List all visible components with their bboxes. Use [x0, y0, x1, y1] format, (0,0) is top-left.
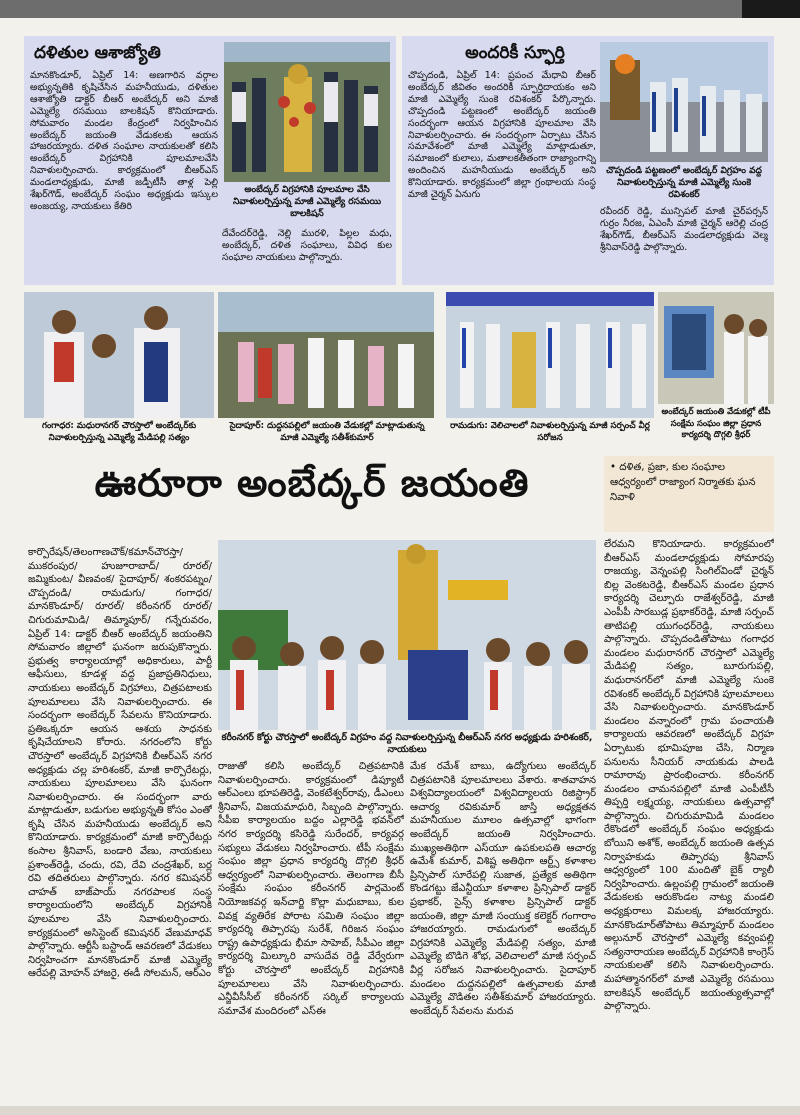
article-col-3: మేక రమేశ్ బాబు, ఉద్యోగులు అంబేద్కర్ చిత్రపటానికి పూలమాలలు వేశారు. శాతవాహన విశ్వవిద్యాలయంలో విశ్వవిద్యాలయ రిజిస్ట్రార్ ఆచార్య రవికుమార్ జాస్తి అధ్యక్షతన మహనీయుల మూలం ఉత్సవాల్లో భాగంగా అంబేద్కర్ జయంతి నిర్వహించారు. ముఖ్యఅతిథిగా ఎస్‌యూ ఉపకులపతి ఆచార్య ఉమేశ్ కుమార్, విశిష్ట అతిథిగా ఆర్ట్స్ కళాశాల ప్రిన్సిపాల్ సూరేపల్లి సుజాత, ప్రత్యేక అతిథిగా కొండగట్టు జేఎన్టీయూ కళాశాల ప్రిన్సిపాల్ డాక్టర్ ప్రభాకర్, సైన్స్ కళాశాల ప్రిన్సిపాల్ డాక్టర్ జయంతి, జిల్లా మాజీ సంయుక్త కలెక్టర్ గంగారాం హాజరయ్యారు. రామడుగులో అంబేద్కర్ విగ్రహానికి ఎమ్మెల్యే మేడిపల్లి సత్యం, మాజీ ఎమ్మెల్యే బొడిగె శోభ, వెలిచాలలో మాజీ సర్పంచ్ వీర్ల సరోజన నివాళులర్పించారు. సైదాపూర్ మండలం దుద్దనపల్లిలో ఉత్సవాలకు మాజీ ఎమ్మెల్యే వొడితల సతీశ్‌కుమార్ హాజరయ్యారు. అంబేద్కర్ సేవలను మరువ	[410, 761, 596, 1017]
strip-caption-2: సైదాపూర్: దుద్దనపల్లిలో జయంతి వేడుకల్లో మాట్లాడుతున్న మాజీ ఎమ్మెల్యే సతీశ్‌కుమార్	[229, 421, 425, 443]
section-right-body-cont: రవీందర్ రెడ్డి, మున్సిపల్ మాజీ చైర్‌పర్సన్ గుర్రం నీరజ, ఏఎంసీ మాజీ చైర్మన్ ఆరెల్లి చంద్ర శేఖర్‌గౌడ్, బీఆర్ఎస్ మండలాధ్యక్షుడు వెల్మ శ్రీనివాస్‌రెడ్డి పాల్గొన్నారు.	[600, 206, 768, 253]
top-bar	[0, 0, 800, 18]
article-col-4: లేరమని కొనియాడారు. కార్యక్రమంలో బీఆర్ఎస్ మండలాధ్యక్షుడు సోమారపు రాజయ్య, వెన్నంపల్లి సింగిల్‌విండో చైర్మన్ బిల్ల వెంకటరెడ్డి, బీఆర్ఎస్ మండల ప్రధాన కార్యదర్శి చెల్పూరు రాజేశ్వర్‌రెడ్డి, మాజీ ఎంపీపీ సారబుడ్ల ప్రభాకర్‌రెడ్డి, మాజీ సర్పంచ్ తాటిపల్లి యుగంధర్‌రెడ్డి, నాయకులు పాల్గొన్నారు. చొప్పదండితోపాటు గంగాధర మండలం మధురానగర్ చౌరస్తాలో ఎమ్మెల్యే మేడిపల్లి సత్యం, బూరుగుపల్లి, మధురానగర్‌లో మాజీ ఎమ్మెల్యే సుంకె రవిశంకర్ అంబేద్కర్ విగ్రహానికి పూలమాలలు వేసి నివాళులర్పించారు. మానకొండూర్ మండలం వన్నారంలో గ్రామ పంచాయతీ కార్యాలయ ఆవరణలో అంబేద్కర్ విగ్రహ ఏర్పాటుకు భూమిపూజ చేసి, నిర్మాణ పనులను సీనియర్ నాయకుడు పాలడి రామారావు ప్రారంభించారు. కరీంనగర్ మండలం చామనపల్లిలో మాజీ ఎంపీటీసీ తిప్పర్తి లక్ష్మయ్య, నాయకులు ఉత్సవాల్లో పాల్గొన్నారు. చిగురుమామిడి మండలం రేకొండలో అంబేద్కర్ సంఘం అధ్యక్షుడు బోయిని అశోక్, అంబేద్కర్ జయంతి ఉత్సవ నిర్వాహకుడు తిప్పారపు శ్రీనివాస్ ఆధ్వర్యంలో 100 మందితో బైక్ ర్యాలీ నిర్వహించారు. ఉల్లంపల్లి గ్రామంలో జయంతి వేడుకలకు ఆరుకొండల నాట్య మండలి అధ్యక్షురాలు విమలక్క హాజరయ్యారు. మానకొండూర్‌తోపాటు తిమ్మాపూర్ మండలం అల్గునూర్ చౌరస్తాలో ఎమ్మెల్యే కవ్వంపల్లి సత్యనారాయణ అంబేద్కర్ విగ్రహానికి కాంగ్రెస్ నాయకులతో కలిసి నివాళులర్పించారు. మహాత్మానగర్‌లో మాజీ ఎమ్మెల్యే రసమయి బాలకిషన్ అంబేద్కర్ జయంత్యుత్సవాల్లో పాల్గొన్నారు.	[604, 539, 774, 1013]
main-photo	[218, 540, 596, 730]
article-col-2: రాజుతో కలిసి అంబేద్కర్ చిత్రపటానికి నివాళులర్పించారు. కార్యక్రమంలో డిప్యూటీ ఆర్ఎంలు భూపతిరెడ్డి, వెంకటేశ్వర్‌రావు, డీఎంలు శ్రీనివాస్, విజయమాధురి, సిబ్బంది పాల్గొన్నారు. సీపీఐ కార్యాలయం బద్దం ఎల్లారెడ్డి భవన్‌లో నగర కార్యదర్శి కసిరెడ్డి సురేందర్, కార్యవర్గ సభ్యులు వేడుకలు నిర్వహించారు. టీపీ సంక్షేమ సంఘం జిల్లా ప్రధాన కార్యదర్శి దొగ్గలి శ్రీధర్ ఆధ్వర్యంలో నివాళులర్పించారు. తెలంగాణ బీసీ సంక్షేమ సంఘం కరీంనగర్ పార్లమెంట్ నియోజకవర్గ ఇన్‌చార్జి కొల్లా మధుబాబు, కుల వివక్ష వ్యతిరేక పోరాట సమితి సంఘం జిల్లా కార్యదర్శి తిప్పారపు సురేశ్, గిరిజన సంఘం రాష్ట్ర ఉపాధ్యక్షుడు భీమా సాహెబ్, సీపీఎం జిల్లా కార్యదర్శి మిల్కూరి వాసుదేవ రెడ్డి వేర్వేరుగా కోర్టు చౌరస్తాలో అంబేద్కర్ విగ్రహానికి పూలమాలలు వేసి నివాళులర్పించారు. ఎన్జీవీసీసీల్ కరీంనగర్ సర్కిల్ కార్యాలయ సమావేశ మందిరంలో ఎస్ఈ	[218, 761, 404, 1017]
strip-caption-4: అంబేద్కర్ జయంతి వేడుకల్లో టీపీ సంక్షేమ సంఘం జిల్లా ప్రధాన కార్యదర్శి దొగ్గలి శ్రీధర్	[661, 406, 771, 439]
section-left-photo-caption: అంబేద్కర్ విగ్రహానికి పూలమాల వేసి నివాళులర్పిస్తున్న మాజీ ఎమ్మెల్యే రసమయి బాలకిషన్	[232, 185, 382, 219]
strip-photo-4	[658, 292, 774, 404]
section-right-photo-caption: చొప్పదండి పట్టణంలో అంబేద్కర్ విగ్రహం వద్ద నివాళులర్పిస్తున్న మాజీ ఎమ్మెల్యే సుంకె రవిశంకర్	[606, 166, 762, 200]
section-left-body: మానకొండూర్, ఏప్రిల్ 14: అణగారిన వర్గాల అభ్యున్నతికి కృషిచేసిన మహనీయుడు, దళితుల ఆశాజ్యోతి డాక్టర్ బీఆర్ అంబేద్కర్ అని మాజీ ఎమ్మెల్యే రసమయి బాలకిషన్ కొనియాడారు. సోమవారం మండల కేంద్రంలో నిర్వహించిన అంబేద్కర్ జయంతి వేడుకలకు ఆయన హాజరయ్యారు. దళిత సంఘాల నాయకులతో కలిసి అంబేద్కర్ విగ్రహానికి పూలమాలవేసి నివాళులర్పించారు. కార్యక్రమంలో బీఆర్ఎస్ మండలాధ్యక్షుడు, మాజీ జడ్పీటీసీ తాళ్ల పెల్లి శేఖర్‌గౌడ్, అంబేద్కర్ సంఘం అధ్యక్షుడు ఇస్కుల అంజయ్య, నాయకులు కేతిరి	[30, 70, 218, 212]
section-right-title: అందరికీ స్ఫూర్తి	[465, 43, 565, 63]
section-right-body: చొప్పదండి, ఏప్రిల్ 14: ప్రపంచ మేధావి బీఆర్ అంబేద్కర్ జీవితం అందరికీ స్ఫూర్తిదాయకం అని మాజీ ఎమ్మెల్యే సుంకె రవిశంకర్ పేర్కొన్నారు. చొప్పదండి పట్టణంలో అంబేద్కర్ జయంతి సందర్భంగా ఆయన విగ్రహానికి పూలమాల వేసి నివాళులర్పించారు. ఈ సందర్భంగా ఏర్పాటు చేసిన సమావేశంలో మాజీ ఎమ్మెల్యే మాట్లాడుతూ, సమాజంలో కులాలు, మతాలకతీతంగా రాజ్యాంగాన్ని అందించిన మహనీయుడు అంబేద్కర్ అని కొనియాడారు. కార్యక్రమంలో జిల్లా గ్రంథాలయ సంస్థ మాజీ చైర్మన్ ఏనుగు	[408, 70, 596, 201]
section-left-body-cont: దేవేందర్‌రెడ్డి, నెల్లి మురళి, పిల్లల మధు, అంబేద్కర్, దళిత సంఘాలు, వివిధ కుల సంఘాల నాయకులు పాల్గొన్నారు.	[222, 228, 392, 263]
strip-photo-2	[218, 292, 434, 418]
section-right-photo	[600, 42, 768, 162]
subhead: • దళిత, ప్రజా, కుల సంఘాల ఆధ్వర్యంలో రాజ్యాంగ నిర్మాతకు ఘన నివాళి	[610, 462, 756, 503]
section-left-title: దళితుల ఆశాజ్యోతి	[34, 43, 161, 63]
strip-caption-3: రామడుగు: వెలిచాలలో నివాళులర్పిస్తున్న మాజీ సర్పంచ్ వీర్ల సరోజన	[450, 421, 650, 443]
strip-photo-3	[446, 292, 654, 418]
section-left-photo	[224, 42, 390, 182]
main-photo-caption: కరీంనగర్ కోర్టు చౌరస్తాలో అంబేద్కర్ విగ్రహం వద్ద నివాళులర్పిస్తున్న బీఆర్ఎస్ నగర అధ్యక్షుడు హరిశంకర్, నాయకులు	[221, 732, 593, 755]
bottom-strip	[0, 1106, 800, 1115]
strip-photo-1	[24, 292, 214, 418]
strip-caption-1: గంగాధర: మధురానగర్ చౌరస్తాలో అంబేద్కర్‌కు నివాళులర్పిస్తున్న ఎమ్మెల్యే మేడిపల్లి సత్యం	[41, 421, 197, 443]
headline: ఊరూరా అంబేద్కర్ జయంతి	[94, 461, 530, 505]
article-col-1: కార్పొరేషన్/తెలంగాణచౌక్/కమాన్‌చౌరస్తా/ ముకరంపుర/ హుజూరాబాద్/ రూరల్/ జమ్మికుంట/ వీణవంక/ సైదాపూర్/ శంకరపట్నం/ చొప్పదండి/ రామడుగు/ గంగాధర/ మానకొండూర్/ రూరల్/ కరీంనగర్ రూరల్/ చిగురుమామిడి/ తిమ్మాపూర్/ గన్నేరువరం, ఏప్రిల్ 14: డాక్టర్ బీఆర్ అంబేద్కర్ జయంతిని సోమవారం జిల్లాలో ఘనంగా జరుపుకొన్నారు. ప్రభుత్వ కార్యాలయాల్లో అధికారులు, పార్టీ ఆఫీసులు, కూడళ్ల వద్ద ప్రజాప్రతినిధులు, నాయకులు అంబేద్కర్ విగ్రహాలు, చిత్రపటాలకు పూలమాలలు వేసి నివాళులర్పించారు. ఈ సందర్భంగా అంబేద్కర్ సేవలను కొనియాడారు. ప్రతిఒక్కరూ ఆయన ఆశయ సాధనకు కృషిచేయాలని కోరారు. నగరంలోని కోర్టు చౌరస్తాలో అంబేద్కర్ విగ్రహానికి బీఆర్ఎస్ నగర అధ్యక్షుడు చల్ల హరిశంకర్, మాజీ కార్పొరేటర్లు, నాయకులు పూలమాలలు వేసి ఘనంగా నివాళులర్పించారు. ఈ సందర్భంగా వారు మాట్లాడుతూ, బడుగుల అభ్యున్నతి కోసం ఎంతో కృషి చేసిన మహనీయుడు అంబేద్కర్ అని కొనియాడారు. కార్యక్రమంలో మాజీ కార్పొరేటర్లు కంసాల శ్రీనివాస్, బండారి వేణు, నాయకులు ప్రశాంత్‌రెడ్డి, చందు, రవి, దేవి చంద్రశేఖర్, బర్ల రవి తదితరులు పాల్గొన్నారు. నగర కమిషనర్ చాహత్ బాజ్‌పాయ్ నగరపాలక సంస్థ కార్యాలయంలోని అంబేద్కర్ విగ్రహానికి పూలమాల వేసి నివాళులర్పించారు. కార్యక్రమంలో అసిస్టెంట్ కమిషనర్ వేణుమాధవ్ పాల్గొన్నారు. ఆర్టీసీ బస్టాండ్ ఆవరణలో వేడుకలు నిర్వహించగా మానకొండూర్ మాజీ ఎమ్మెల్యే ఆరేపల్లి మోహన్ హాజరై, ఈడీ సోలమన్, ఆర్ఎం	[28, 547, 212, 980]
top-bar-block	[742, 0, 800, 18]
